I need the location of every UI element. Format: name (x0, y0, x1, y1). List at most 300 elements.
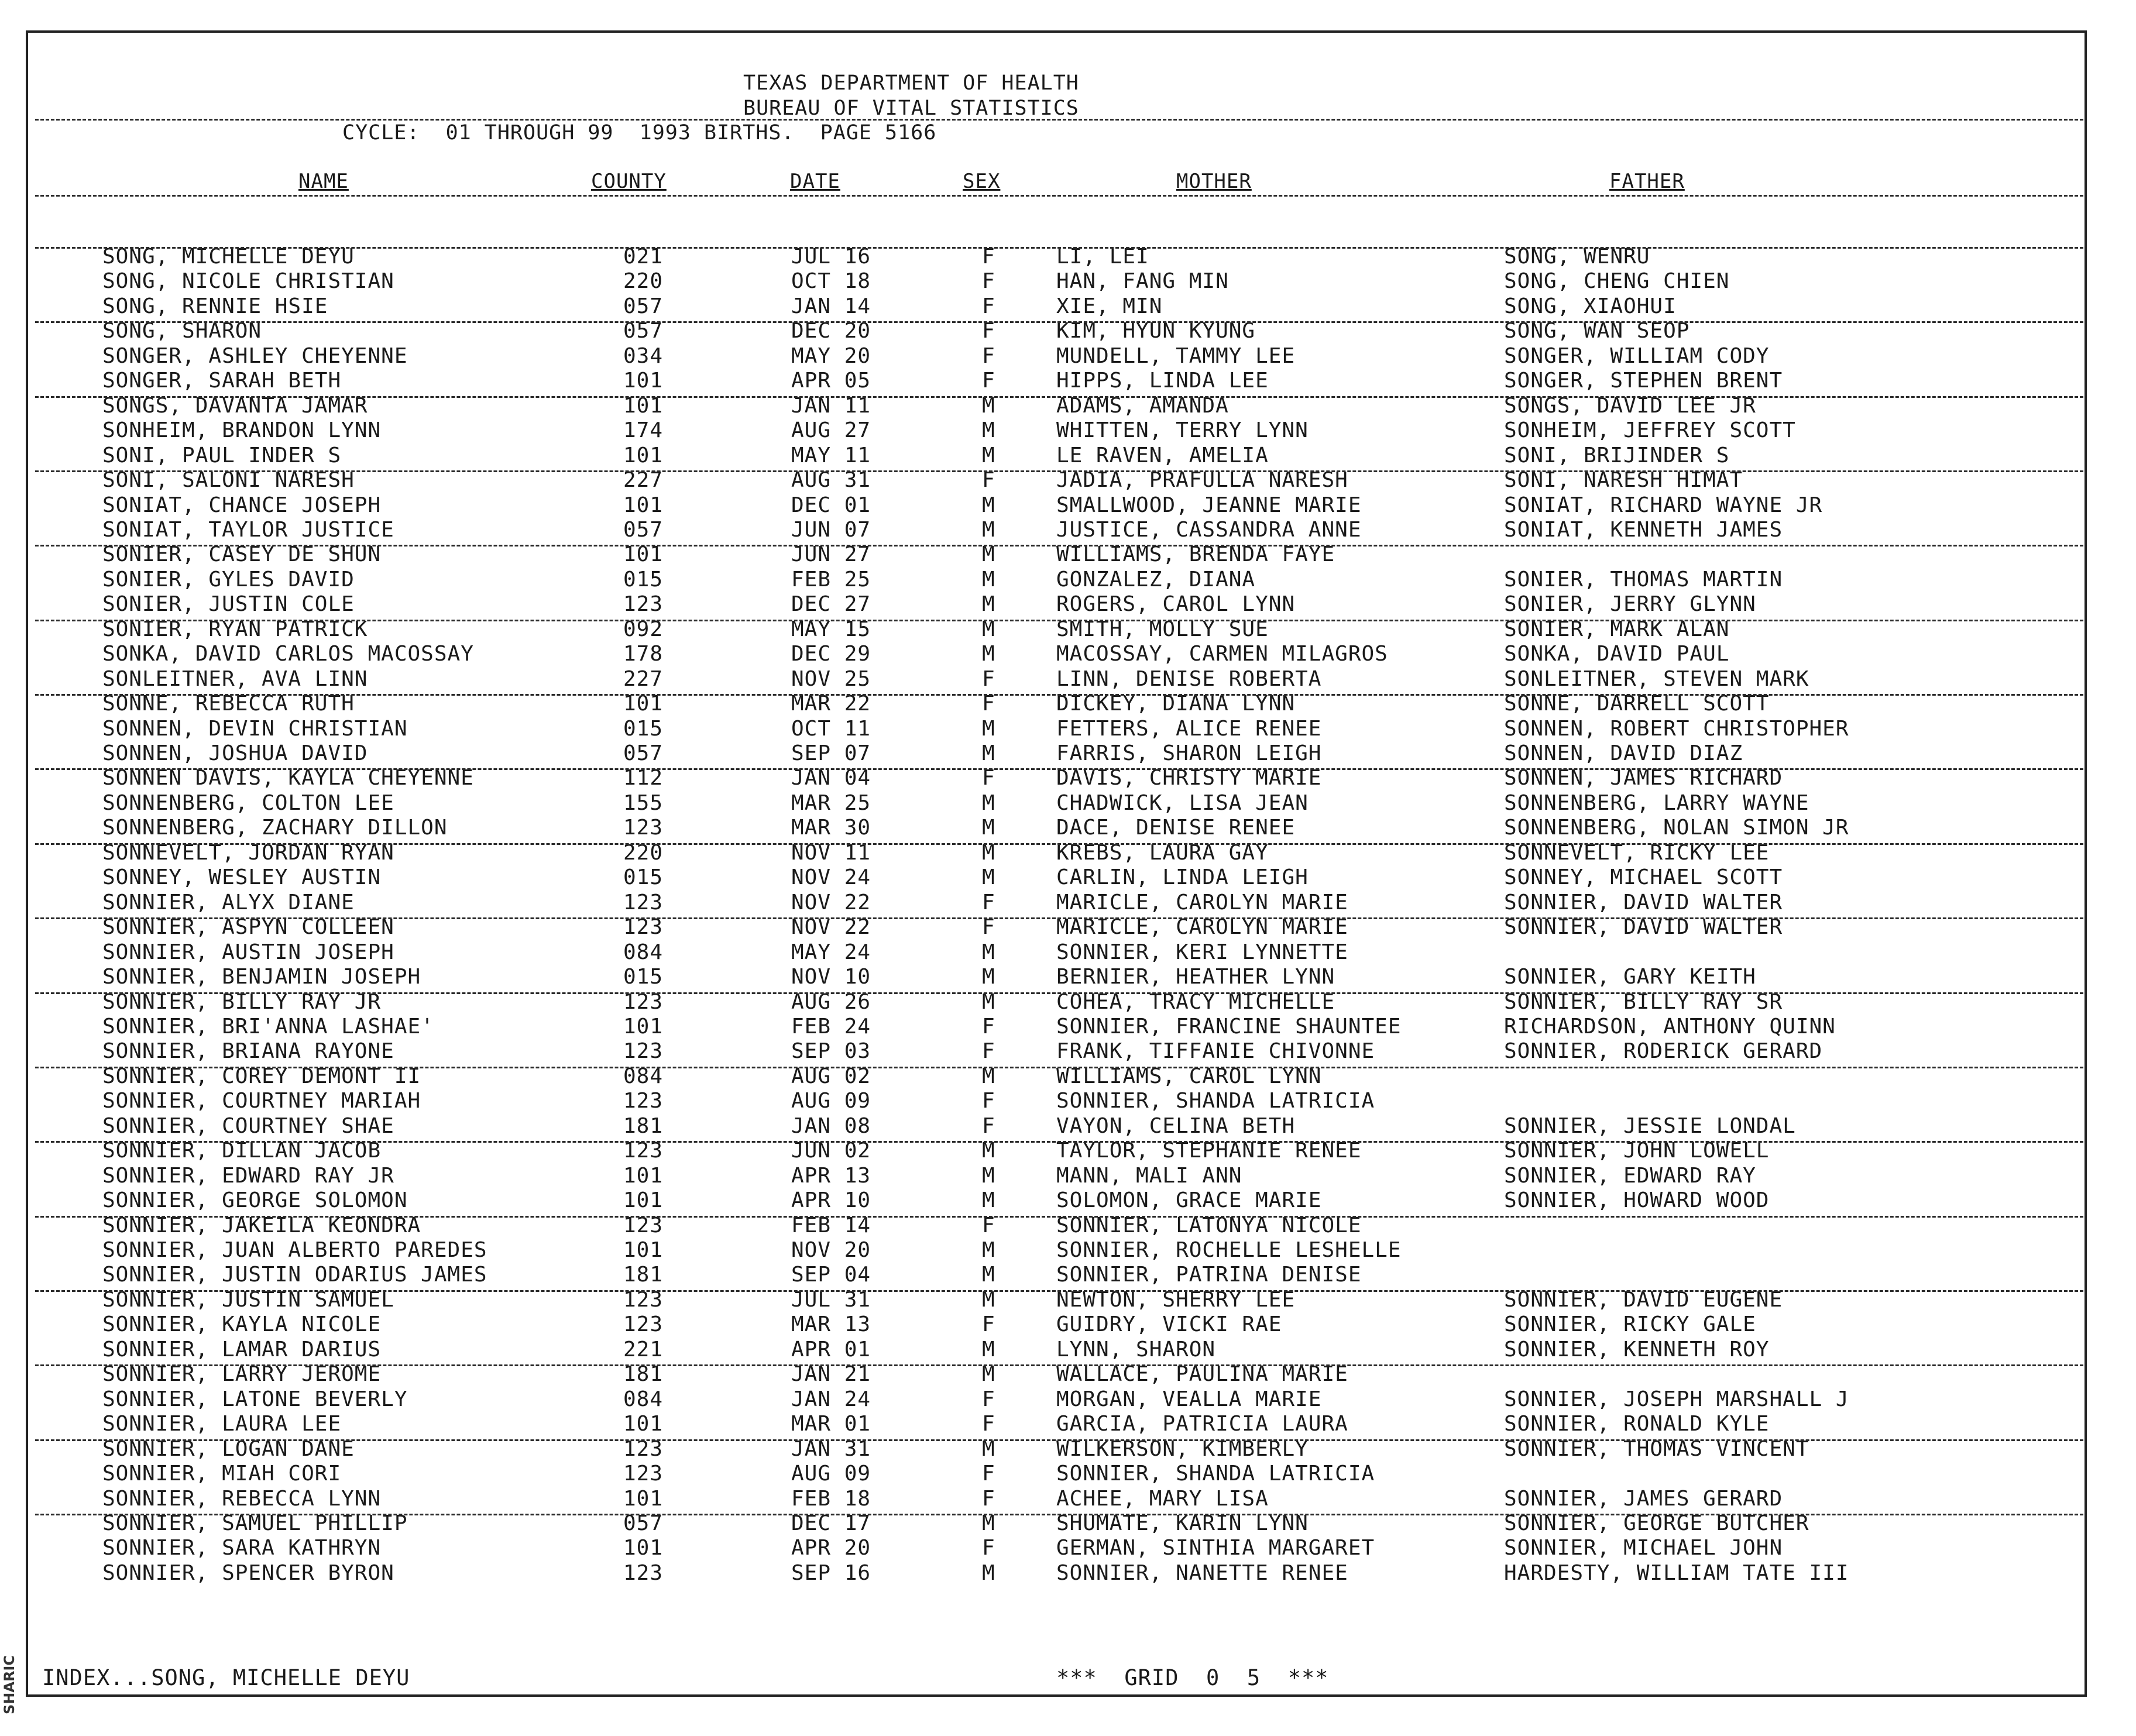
table-row (0, 1164, 2136, 1188)
cell-mother: MUNDELL, TAMMY LEE (1056, 343, 1296, 368)
cell-mother: CARLIN, LINDA LEIGH (1056, 865, 1309, 890)
cell-father: SONNIER, KENNETH ROY (1504, 1337, 1770, 1362)
cell-sex: M (982, 1139, 995, 1163)
cell-date: MAR 01 (791, 1412, 871, 1436)
table-row (0, 418, 2136, 443)
cell-date: DEC 01 (791, 493, 871, 517)
cell-date: MAY 24 (791, 940, 871, 964)
cell-sex: M (982, 840, 995, 865)
cell-mother: WALLACE, PAULINA MARIE (1056, 1362, 1348, 1387)
cell-name: SONNEY, WESLEY AUSTIN (102, 865, 382, 890)
cell-date: SEP 03 (791, 1039, 871, 1064)
cell-name: SONNIER, LAMAR DARIUS (102, 1337, 382, 1362)
cell-mother: FARRIS, SHARON LEIGH (1056, 741, 1322, 765)
cell-county: 015 (623, 865, 664, 890)
cell-sex: M (982, 393, 995, 418)
cell-mother: SONNIER, SHANDA LATRICIA (1056, 1089, 1375, 1113)
cell-mother: WILLIAMS, CAROL LYNN (1056, 1064, 1322, 1088)
cell-date: DEC 27 (791, 592, 871, 617)
cell-date: SEP 16 (791, 1560, 871, 1585)
cell-county: 021 (623, 245, 664, 269)
cell-county: 123 (623, 1560, 664, 1585)
cell-sex: M (982, 816, 995, 840)
cell-mother: DICKEY, DIANA LYNN (1056, 692, 1296, 716)
row-group-rule (35, 1216, 2083, 1218)
cell-sex: M (982, 1287, 995, 1312)
cell-mother: SONNIER, LATONYA NICOLE (1056, 1213, 1362, 1237)
cell-sex: F (982, 1486, 995, 1511)
cell-sex: M (982, 418, 995, 443)
cell-mother: ADAMS, AMANDA (1056, 393, 1229, 418)
cell-county: 123 (623, 592, 664, 617)
cell-mother: SONNIER, NANETTE RENEE (1056, 1560, 1348, 1585)
cell-county: 101 (623, 1536, 664, 1560)
row-group-rule (35, 1290, 2083, 1292)
cell-father: SONI, NARESH HIMAT (1504, 468, 1743, 493)
cell-name: SONNIER, SAMUEL PHILLIP (102, 1511, 408, 1535)
cell-sex: M (982, 1238, 995, 1262)
cell-date: NOV 22 (791, 890, 871, 915)
cell-father: SONNIER, DAVID WALTER (1504, 890, 1783, 915)
cell-date: AUG 09 (791, 1462, 871, 1486)
cell-sex: M (982, 716, 995, 741)
cell-mother: DAVIS, CHRISTY MARIE (1056, 766, 1322, 790)
table-row (0, 1263, 2136, 1287)
cell-sex: F (982, 1387, 995, 1411)
cell-date: DEC 20 (791, 319, 871, 343)
cell-mother: FETTERS, ALICE RENEE (1056, 716, 1322, 741)
cell-date: FEB 24 (791, 1014, 871, 1039)
cell-name: SONNIER, LAURA LEE (102, 1412, 342, 1436)
cell-name: SONNIER, LOGAN DANE (102, 1436, 355, 1461)
cell-date: DEC 17 (791, 1511, 871, 1535)
cell-mother: DACE, DENISE RENEE (1056, 816, 1296, 840)
cell-date: APR 13 (791, 1163, 871, 1188)
table-row (0, 1039, 2136, 1064)
cell-mother: SOLOMON, GRACE MARIE (1056, 1188, 1322, 1213)
cell-father: SONIER, JERRY GLYNN (1504, 592, 1756, 617)
table-row (0, 1387, 2136, 1412)
row-group-rule (35, 321, 2083, 323)
cell-date: APR 01 (791, 1337, 871, 1362)
cell-sex: M (982, 493, 995, 517)
cell-county: 181 (623, 1113, 664, 1138)
table-row (0, 865, 2136, 890)
cell-date: AUG 31 (791, 468, 871, 493)
table-row (0, 294, 2136, 319)
cell-name: SONG, MICHELLE DEYU (102, 245, 355, 269)
cell-father: SONNIER, JOSEPH MARSHALL J (1504, 1387, 1849, 1411)
cell-date: JAN 24 (791, 1387, 871, 1411)
cell-county: 221 (623, 1337, 664, 1362)
table-row (0, 667, 2136, 692)
table-row (0, 717, 2136, 741)
cell-mother: HAN, FANG MIN (1056, 269, 1229, 294)
cell-mother: HIPPS, LINDA LEE (1056, 369, 1269, 393)
cell-name: SONNIER, SPENCER BYRON (102, 1560, 394, 1585)
cell-mother: SMALLWOOD, JEANNE MARIE (1056, 493, 1362, 517)
cell-sex: F (982, 245, 995, 269)
cell-sex: M (982, 1163, 995, 1188)
cell-county: 057 (623, 294, 664, 318)
row-group-rule (35, 396, 2083, 398)
column-header-date: DATE (790, 170, 840, 193)
cell-father: SONKA, DAVID PAUL (1504, 642, 1730, 666)
cell-county: 101 (623, 369, 664, 393)
cell-sex: M (982, 642, 995, 666)
cell-name: SONI, PAUL INDER S (102, 443, 342, 467)
cell-county: 123 (623, 1436, 664, 1461)
side-mark: SHARIC (1, 1655, 18, 1714)
cell-sex: F (982, 294, 995, 318)
cell-name: SONKA, DAVID CARLOS MACOSSAY (102, 642, 474, 666)
cell-mother: WILLIAMS, BRENDA FAYE (1056, 542, 1335, 567)
cell-date: MAR 22 (791, 692, 871, 716)
cell-county: 057 (623, 319, 664, 343)
cell-date: JUL 31 (791, 1287, 871, 1312)
cell-father: SONNEN, JAMES RICHARD (1504, 766, 1783, 790)
table-row (0, 269, 2136, 294)
cell-father: SONGER, STEPHEN BRENT (1504, 369, 1783, 393)
cell-county: 174 (623, 418, 664, 443)
cell-county: 123 (623, 1287, 664, 1312)
cell-date: AUG 26 (791, 989, 871, 1014)
cell-sex: M (982, 1188, 995, 1213)
cell-name: SONIER, GYLES DAVID (102, 567, 355, 592)
cell-father: SONNEVELT, RICKY LEE (1504, 840, 1770, 865)
cell-father: SONGER, WILLIAM CODY (1504, 343, 1770, 368)
cell-sex: F (982, 1113, 995, 1138)
row-group-rule (35, 843, 2083, 845)
cell-date: MAY 11 (791, 443, 871, 467)
cell-name: SONNIER, LARRY JEROME (102, 1362, 382, 1387)
cell-name: SONI, SALONI NARESH (102, 468, 355, 493)
cell-county: 101 (623, 443, 664, 467)
table-row (0, 493, 2136, 518)
cell-sex: F (982, 269, 995, 294)
row-group-rule (35, 1364, 2083, 1366)
cell-county: 123 (623, 816, 664, 840)
cell-name: SONNIER, AUSTIN JOSEPH (102, 940, 394, 964)
cell-name: SONNIER, JUAN ALBERTO PAREDES (102, 1238, 487, 1262)
cell-sex: F (982, 666, 995, 691)
cell-name: SONNIER, MIAH CORI (102, 1462, 342, 1486)
cell-county: 015 (623, 716, 664, 741)
cell-date: MAR 25 (791, 790, 871, 815)
row-group-rule (35, 917, 2083, 919)
cell-date: APR 10 (791, 1188, 871, 1213)
cell-county: 034 (623, 343, 664, 368)
cell-father: SONNEN, DAVID DIAZ (1504, 741, 1743, 765)
table-row (0, 940, 2136, 965)
cell-mother: KREBS, LAURA GAY (1056, 840, 1269, 865)
cell-name: SONG, NICOLE CHRISTIAN (102, 269, 394, 294)
table-row (0, 816, 2136, 840)
cell-name: SONNIER, BENJAMIN JOSEPH (102, 965, 421, 989)
cell-county: 101 (623, 1163, 664, 1188)
cell-mother: SONNIER, FRANCINE SHAUNTEE (1056, 1014, 1402, 1039)
cell-father: SONIAT, KENNETH JAMES (1504, 517, 1783, 542)
cell-name: SONGER, ASHLEY CHEYENNE (102, 343, 408, 368)
cell-date: FEB 14 (791, 1213, 871, 1237)
cell-sex: M (982, 1511, 995, 1535)
cell-date: JAN 08 (791, 1113, 871, 1138)
table-row (0, 1338, 2136, 1362)
cell-county: 155 (623, 790, 664, 815)
cell-mother: XIE, MIN (1056, 294, 1163, 318)
column-header-mother: MOTHER (1176, 170, 1252, 193)
cell-date: AUG 09 (791, 1089, 871, 1113)
table-row (0, 1238, 2136, 1263)
cell-mother: VAYON, CELINA BETH (1056, 1113, 1296, 1138)
cell-name: SONNIER, EDWARD RAY JR (102, 1163, 394, 1188)
cell-date: MAY 20 (791, 343, 871, 368)
cell-name: SONNIER, COURTNEY SHAE (102, 1113, 394, 1138)
cell-county: 220 (623, 269, 664, 294)
cell-father: SONNEY, MICHAEL SCOTT (1504, 865, 1783, 890)
cell-sex: M (982, 741, 995, 765)
cell-county: 123 (623, 1213, 664, 1237)
footer-grid: *** GRID 0 5 *** (1056, 1665, 1329, 1690)
cell-father: SONG, CHENG CHIEN (1504, 269, 1730, 294)
cell-name: SONLEITNER, AVA LINN (102, 666, 368, 691)
cell-sex: M (982, 443, 995, 467)
cycle-line: CYCLE: 01 THROUGH 99 1993 BIRTHS. PAGE 5166 (342, 121, 937, 145)
cell-date: FEB 25 (791, 567, 871, 592)
table-row (0, 1312, 2136, 1337)
cell-name: SONNIER, KAYLA NICOLE (102, 1312, 382, 1337)
cell-date: AUG 02 (791, 1064, 871, 1088)
row-group-rule (35, 1439, 2083, 1441)
row-group-rule (35, 1514, 2083, 1515)
table-row (0, 1462, 2136, 1486)
cell-date: SEP 04 (791, 1263, 871, 1287)
cell-sex: M (982, 1337, 995, 1362)
cell-name: SONNIER, SARA KATHRYN (102, 1536, 382, 1560)
table-row (0, 568, 2136, 592)
cell-county: 101 (623, 542, 664, 567)
cell-date: JAN 11 (791, 393, 871, 418)
cell-county: 101 (623, 393, 664, 418)
row-group-rule (35, 247, 2083, 249)
cell-mother: KIM, HYUN KYUNG (1056, 319, 1256, 343)
cell-county: 084 (623, 1387, 664, 1411)
cell-mother: MORGAN, VEALLA MARIE (1056, 1387, 1322, 1411)
cell-sex: M (982, 617, 995, 641)
cell-date: JUN 07 (791, 517, 871, 542)
cell-date: JAN 04 (791, 766, 871, 790)
cell-date: JUL 16 (791, 245, 871, 269)
column-header-sex: SEX (963, 170, 1001, 193)
cell-date: JAN 14 (791, 294, 871, 318)
cell-county: 057 (623, 1511, 664, 1535)
row-group-rule (35, 992, 2083, 994)
cell-county: 101 (623, 1486, 664, 1511)
column-header-name: NAME (298, 170, 349, 193)
cell-mother: GUIDRY, VICKI RAE (1056, 1312, 1282, 1337)
cell-sex: F (982, 692, 995, 716)
cell-name: SONNIER, ALYX DIANE (102, 890, 355, 915)
footer-index: INDEX...SONG, MICHELLE DEYU (42, 1665, 410, 1690)
column-header-rule (35, 195, 2083, 197)
cell-date: NOV 11 (791, 840, 871, 865)
cell-sex: M (982, 592, 995, 617)
cell-name: SONNIER, JUSTIN SAMUEL (102, 1287, 394, 1312)
row-group-rule (35, 768, 2083, 770)
cell-mother: MANN, MALI ANN (1056, 1163, 1242, 1188)
cell-name: SONNIER, DILLAN JACOB (102, 1139, 382, 1163)
row-group-rule (35, 694, 2083, 696)
cell-father: SONNEN, ROBERT CHRISTOPHER (1504, 716, 1849, 741)
cell-sex: F (982, 468, 995, 493)
cell-father: SONNIER, RODERICK GERARD (1504, 1039, 1823, 1064)
table-row (0, 592, 2136, 617)
cell-father: SONNIER, HOWARD WOOD (1504, 1188, 1770, 1213)
cell-sex: M (982, 940, 995, 964)
cell-father: SONGS, DAVID LEE JR (1504, 393, 1756, 418)
cell-mother: FRANK, TIFFANIE CHIVONNE (1056, 1039, 1375, 1064)
table-row (0, 1536, 2136, 1560)
cell-date: AUG 27 (791, 418, 871, 443)
cell-father: SONHEIM, JEFFREY SCOTT (1504, 418, 1796, 443)
cell-county: 101 (623, 493, 664, 517)
cell-mother: ROGERS, CAROL LYNN (1056, 592, 1296, 617)
cell-father: SONNIER, JESSIE LONDAL (1504, 1113, 1796, 1138)
cell-sex: F (982, 1536, 995, 1560)
cell-name: SONNIER, GEORGE SOLOMON (102, 1188, 408, 1213)
cell-name: SONNEN, JOSHUA DAVID (102, 741, 368, 765)
cell-mother: BERNIER, HEATHER LYNN (1056, 965, 1335, 989)
cell-mother: MACOSSAY, CARMEN MILAGROS (1056, 642, 1388, 666)
row-group-rule (35, 620, 2083, 621)
cell-county: 112 (623, 766, 664, 790)
table-row (0, 518, 2136, 542)
cell-sex: F (982, 1014, 995, 1039)
table-row (0, 344, 2136, 369)
cell-date: DEC 29 (791, 642, 871, 666)
cell-mother: JADIA, PRAFULLA NARESH (1056, 468, 1348, 493)
cell-sex: F (982, 1213, 995, 1237)
cell-date: JUN 02 (791, 1139, 871, 1163)
cell-county: 084 (623, 1064, 664, 1088)
cell-name: SONNE, REBECCA RUTH (102, 692, 355, 716)
cell-mother: MARICLE, CAROLYN MARIE (1056, 890, 1348, 915)
cell-mother: WILKERSON, KIMBERLY (1056, 1436, 1309, 1461)
cell-name: SONIER, JUSTIN COLE (102, 592, 355, 617)
cell-mother: LYNN, SHARON (1056, 1337, 1216, 1362)
cell-sex: M (982, 1560, 995, 1585)
cell-county: 178 (623, 642, 664, 666)
cell-date: MAY 15 (791, 617, 871, 641)
cell-name: SONNIER, ASPYN COLLEEN (102, 915, 394, 940)
cell-mother: JUSTICE, CASSANDRA ANNE (1056, 517, 1362, 542)
cell-date: APR 05 (791, 369, 871, 393)
cell-sex: M (982, 567, 995, 592)
cell-sex: M (982, 1436, 995, 1461)
cell-county: 123 (623, 1462, 664, 1486)
cell-date: JAN 21 (791, 1362, 871, 1387)
row-group-rule (35, 470, 2083, 472)
cell-father: SONNIER, GARY KEITH (1504, 965, 1756, 989)
cell-father: SONNIER, RONALD KYLE (1504, 1412, 1770, 1436)
cell-name: SONG, SHARON (102, 319, 262, 343)
cell-name: SONIAT, TAYLOR JUSTICE (102, 517, 394, 542)
cell-sex: M (982, 865, 995, 890)
cell-name: SONNIER, COREY DEMONT II (102, 1064, 421, 1088)
table-row (0, 1089, 2136, 1113)
cell-sex: F (982, 1039, 995, 1064)
table-row (0, 1412, 2136, 1436)
cell-mother: SONNIER, ROCHELLE LESHELLE (1056, 1238, 1402, 1262)
cell-father: SONNIER, EDWARD RAY (1504, 1163, 1756, 1188)
cell-name: SONIER, RYAN PATRICK (102, 617, 368, 641)
cell-date: OCT 18 (791, 269, 871, 294)
cell-date: FEB 18 (791, 1486, 871, 1511)
cell-county: 123 (623, 890, 664, 915)
cell-father: SONNIER, JAMES GERARD (1504, 1486, 1783, 1511)
cell-mother: GARCIA, PATRICIA LAURA (1056, 1412, 1348, 1436)
cell-name: SONNIER, REBECCA LYNN (102, 1486, 382, 1511)
cell-sex: F (982, 1462, 995, 1486)
cell-sex: F (982, 1089, 995, 1113)
column-header-father: FATHER (1609, 170, 1685, 193)
cell-county: 057 (623, 741, 664, 765)
cell-date: NOV 24 (791, 865, 871, 890)
cell-name: SONNENBERG, COLTON LEE (102, 790, 394, 815)
cell-name: SONNEN, DEVIN CHRISTIAN (102, 716, 408, 741)
cell-father: SONG, XIAOHUI (1504, 294, 1677, 318)
cell-sex: F (982, 319, 995, 343)
cell-father: SONNENBERG, LARRY WAYNE (1504, 790, 1809, 815)
cell-county: 101 (623, 1014, 664, 1039)
table-row (0, 965, 2136, 989)
cell-mother: SHUMATE, KARIN LYNN (1056, 1511, 1309, 1535)
table-row (0, 741, 2136, 766)
cell-county: 015 (623, 965, 664, 989)
table-row (0, 1487, 2136, 1511)
table-row (0, 1114, 2136, 1139)
cell-mother: SONNIER, SHANDA LATRICIA (1056, 1462, 1375, 1486)
cell-name: SONIER, CASEY DE SHUN (102, 542, 382, 567)
header-title: TEXAS DEPARTMENT OF HEALTH (743, 71, 1079, 95)
cell-father: SONNIER, JOHN LOWELL (1504, 1139, 1770, 1163)
cell-name: SONGER, SARAH BETH (102, 369, 342, 393)
cell-mother: LE RAVEN, AMELIA (1056, 443, 1269, 467)
cell-mother: SMITH, MOLLY SUE (1056, 617, 1269, 641)
cell-county: 084 (623, 940, 664, 964)
cell-name: SONNIER, BRI'ANNA LASHAE' (102, 1014, 434, 1039)
cell-mother: MARICLE, CAROLYN MARIE (1056, 915, 1348, 940)
cell-father: SONNE, DARRELL SCOTT (1504, 692, 1770, 716)
cell-county: 101 (623, 1188, 664, 1213)
cell-mother: TAYLOR, STEPHANIE RENEE (1056, 1139, 1362, 1163)
cell-mother: WHITTEN, TERRY LYNN (1056, 418, 1309, 443)
table-row (0, 1015, 2136, 1039)
table-row (0, 1188, 2136, 1213)
cell-sex: M (982, 517, 995, 542)
cell-father: SONLEITNER, STEVEN MARK (1504, 666, 1809, 691)
cell-sex: F (982, 343, 995, 368)
cell-sex: F (982, 1312, 995, 1337)
cell-father: SONIAT, RICHARD WAYNE JR (1504, 493, 1823, 517)
cell-name: SONNIER, JUSTIN ODARIUS JAMES (102, 1263, 487, 1287)
cell-sex: M (982, 1362, 995, 1387)
cell-sex: M (982, 1064, 995, 1088)
cell-name: SONHEIM, BRANDON LYNN (102, 418, 382, 443)
table-row (0, 369, 2136, 393)
cell-father: SONG, WAN SEOP (1504, 319, 1690, 343)
cell-name: SONNEVELT, JORDAN RYAN (102, 840, 394, 865)
